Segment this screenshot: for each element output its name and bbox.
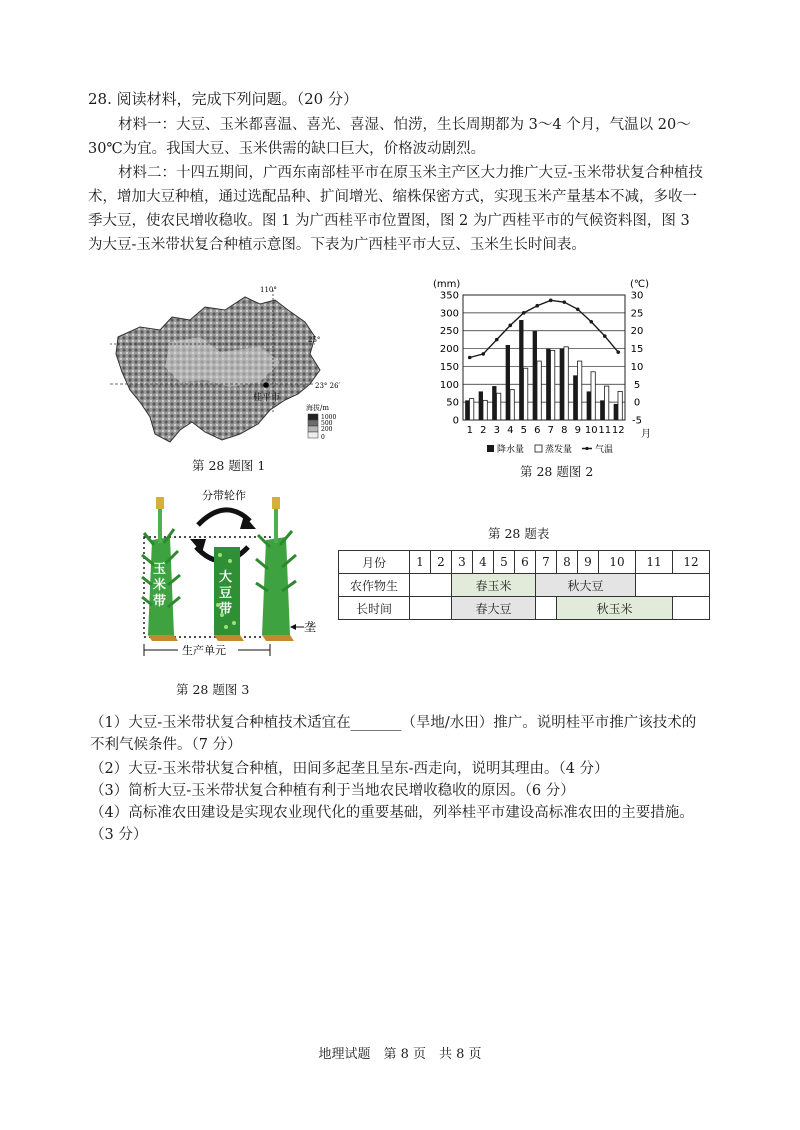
legend-title: 海拔/m [306,404,329,412]
legend-precip-label: 降水量 [497,445,525,455]
temperature-point [589,320,593,324]
x-tick-label: 4 [507,425,514,436]
x-tick-label: 11 [598,425,612,436]
month-8: 8 [557,551,578,574]
table-row-1 [339,574,710,597]
x-tick-label: 7 [547,425,554,436]
temperature-point [481,352,485,356]
y-right-tick-label: 10 [630,361,644,373]
y-left-tick-label: 200 [439,344,459,356]
longitude-label: 110° [260,286,277,294]
spring-soy-cell: 春大豆 [452,597,536,620]
month-5: 5 [494,551,515,574]
month-2: 2 [431,551,452,574]
autumn-corn-cell: 秋玉米 [557,597,673,620]
precip-bar [614,404,618,420]
material-one: 材料一：大豆、玉米都喜温、喜光、喜湿、怕涝，生长周期都为 3～4 个月，气温以 20～30℃为宜。我国大豆、玉米供需的缺口巨大，价格波动剧烈。 [88,117,691,157]
legend-evap-swatch [535,445,542,452]
legend-value-0: 0 [321,434,325,441]
evap-bar [564,347,568,420]
precip-bar [506,345,510,420]
temperature-point [535,304,539,308]
y-left-tick-label: 300 [439,308,459,320]
y-right-tick-label: 20 [630,326,644,338]
temperature-point [549,299,553,303]
subquestion-3: （3）简析大豆-玉米带状复合种植有利于当地农民增收稳收的原因。（6 分） [90,783,575,799]
y-right-tick-label: 30 [630,290,644,302]
month-6: 6 [515,551,536,574]
evap-bar [537,361,541,420]
y-right-tick-label: 25 [630,308,644,320]
y-right-tick-label: 15 [630,344,644,356]
month-11: 11 [636,551,673,574]
y-right-tick-label: -5 [632,415,642,427]
x-tick-label: 8 [561,425,568,436]
temperature-point [468,356,472,360]
question-title: 28. 阅读材料，完成下列问题。（20 分） [88,90,358,108]
evap-bar [523,368,527,420]
x-tick-label: 10 [584,425,598,436]
header-month-label: 月份 [339,551,410,574]
figure2-caption: 第 28 题图 2 [520,464,594,479]
precip-bar [600,400,604,420]
temperature-point [603,334,607,338]
table-caption: 第 28 题表 [488,526,550,541]
month-12: 12 [673,551,710,574]
precip-bar [465,400,469,420]
precip-bar [479,391,483,420]
temperature-point [562,300,566,304]
evap-bar [496,393,500,420]
evap-bar [510,390,514,420]
x-tick-label: 9 [574,425,581,436]
production-unit-label: 生产单元 [182,644,226,657]
row1-label: 农作物生 [339,574,410,597]
climate-chart [425,273,665,463]
legend-temp-label: 气温 [595,445,614,455]
corn-strip-label-1: 玉 [153,562,167,577]
temperature-line [470,300,619,357]
guangxi-location-map [110,282,355,462]
x-tick-label: 5 [520,425,527,436]
precip-bar [533,331,537,420]
y-left-tick-label: 150 [439,361,459,373]
legend-value-1000: 1000 [321,414,337,421]
corn-strip-label-2: 米 [153,578,167,593]
page-footer: 地理试题 第 8 页 共 8 页 [318,1047,482,1062]
x-tick-label: 12 [611,425,625,436]
y-left-tick-label: 0 [452,415,459,427]
evap-bar [469,399,473,420]
spring-corn-cell: 春玉米 [452,574,536,597]
material-two: 材料二：十四五期间，广西东南部桂平市在原玉米主产区大力推广大豆-玉米带状复合种植技术，增加大豆种植，通过选配品种、扩间增光、缩株保密方式，实现玉米产量基本不减，多收一季大豆，使农民增收稳收。图 1 为广西桂平市位置图，图 2 为广西桂平市的气候资料图，图 3 为大豆-玉米带状复合种植示意图。下表为广西桂平市大豆、玉米生长时间表。 [88,165,703,253]
intercropping-diagram [130,485,330,665]
month-9: 9 [578,551,599,574]
y-left-tick-label: 100 [439,379,459,391]
month-4: 4 [473,551,494,574]
autumn-soy-cell: 秋大豆 [536,574,636,597]
evap-bar [483,400,487,420]
legend-precip-swatch [487,445,494,452]
month-unit-label: 月 [641,429,651,440]
evap-bar [591,372,595,420]
row2-label: 长时间 [339,597,410,620]
precip-bar [587,391,591,420]
legend-value-500: 500 [321,420,333,427]
evap-bar [604,386,608,420]
table-row-2 [339,597,710,620]
corn-strip-label-3: 带 [153,594,167,609]
precip-bar [573,375,577,420]
soy-strip-label-1: 大 [219,570,233,585]
subquestion-2: （2）大豆-玉米带状复合种植，田间多起垄且呈东-西走向，说明其理由。（4 分） [90,761,609,777]
month-7: 7 [536,551,557,574]
x-tick-label: 1 [466,425,473,436]
y-right-tick-label: 5 [633,379,641,391]
precip-bar [546,349,550,420]
growth-timetable [338,550,710,620]
month-1: 1 [410,551,431,574]
legend-evap-label: 蒸发量 [545,445,573,455]
y-right-tick-label: 0 [633,397,641,409]
figure1-caption: 第 28 题图 1 [192,458,266,473]
temperature-point [508,324,512,328]
right-axis-unit: (℃) [630,279,650,290]
soy-strip-label-2: 豆 [219,586,233,601]
temperature-point [616,350,620,354]
elevation-legend [306,403,336,441]
corn-strip-right [256,497,296,641]
month-3: 3 [452,551,473,574]
tropic-label: 23° 26′ [315,382,341,390]
month-10: 10 [599,551,636,574]
soy-strip-label-3: 带 [219,602,233,617]
guiping-city-dot [263,382,269,388]
evap-bar [577,361,581,420]
precip-bar [560,349,564,420]
temperature-point [576,307,580,311]
subquestion-1: （1）大豆-玉米带状复合种植技术适宜在_______（旱地/水田）推广。说明桂平市推广该技术的不利气候条件。（7 分） [90,715,697,753]
table-header-row [339,551,710,574]
evap-bar [550,350,554,420]
rotation-label: 分带轮作 [202,489,246,502]
city-label: 桂平市 [253,393,281,403]
temperature-point [522,311,526,315]
legend-value-200: 200 [321,426,333,433]
y-left-tick-label: 50 [446,397,459,409]
chart-legend [487,443,613,455]
x-tick-label: 2 [480,425,487,436]
latitude-25-label: 25° [308,336,321,344]
y-left-tick-label: 350 [439,290,459,302]
x-tick-label: 6 [534,425,541,436]
precip-bar [519,320,523,420]
precip-bar [492,386,496,420]
subquestion-4: （4）高标准农田建设是实现农业现代化的重要基础，列举桂平市建设高标准农田的主要措施。（3 分） [90,805,694,843]
temperature-point [495,338,499,342]
ridge-label: 垄 [304,620,317,634]
left-axis-unit: (mm) [433,279,461,290]
evap-bar [618,391,622,420]
x-tick-label: 3 [493,425,500,436]
y-left-tick-label: 250 [439,326,459,338]
figure3-caption: 第 28 题图 3 [176,682,250,697]
